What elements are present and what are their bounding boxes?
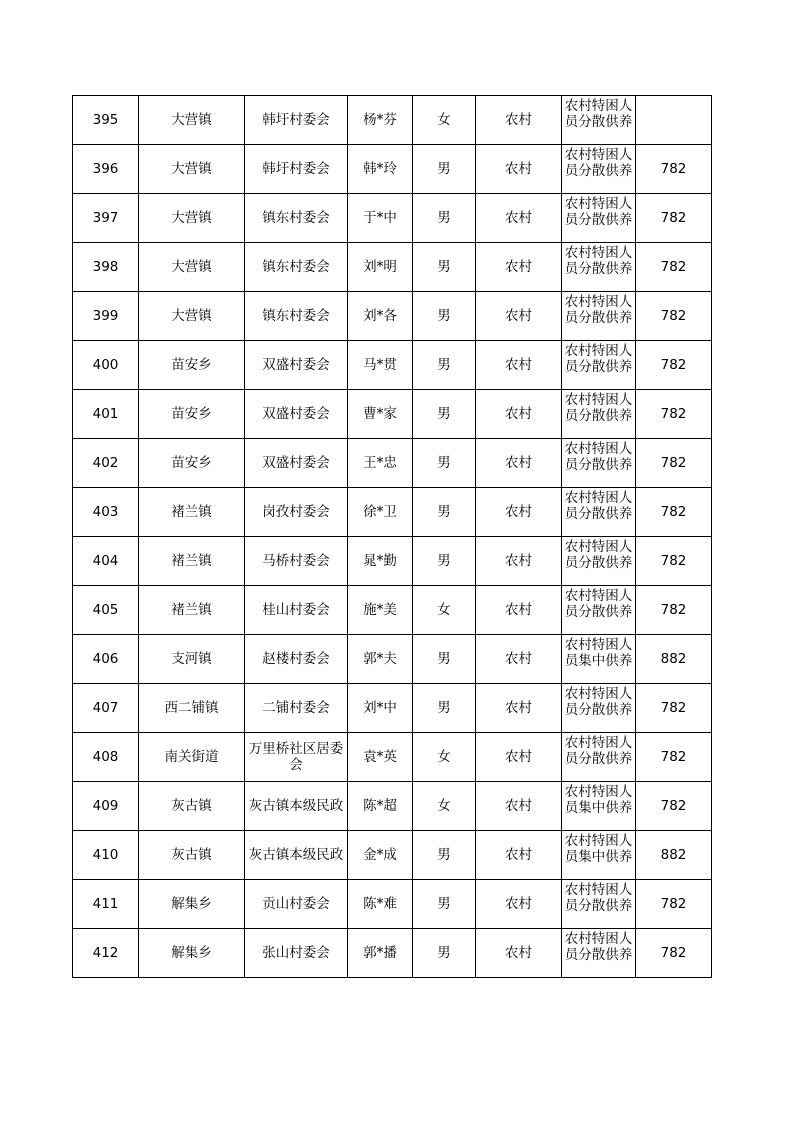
roster-table — [72, 95, 712, 978]
gender-cell: 女 — [413, 782, 476, 831]
support-type-text: 农村特困人员分散供养 — [564, 147, 633, 179]
area-cell: 农村 — [476, 243, 562, 292]
village-cell: 马桥村委会 — [245, 537, 348, 586]
amount-cell: 782 — [636, 537, 712, 586]
table-row — [73, 488, 712, 537]
support-type-text: 农村特困人员分散供养 — [564, 588, 633, 620]
area-cell: 农村 — [476, 96, 562, 145]
gender-cell: 男 — [413, 341, 476, 390]
name-cell: 徐*卫 — [348, 488, 413, 537]
gender-cell: 女 — [413, 96, 476, 145]
support-type-cell — [562, 341, 636, 390]
support-type-text: 农村特困人员分散供养 — [564, 931, 633, 963]
support-type-cell — [562, 292, 636, 341]
gender-cell: 男 — [413, 292, 476, 341]
row-number: 406 — [73, 635, 139, 684]
town-cell: 苗安乡 — [139, 390, 245, 439]
name-cell: 曹*家 — [348, 390, 413, 439]
amount-cell: 782 — [636, 488, 712, 537]
name-cell: 晁*勤 — [348, 537, 413, 586]
support-type-cell — [562, 586, 636, 635]
village-cell: 韩圩村委会 — [245, 96, 348, 145]
amount-cell: 782 — [636, 880, 712, 929]
gender-cell: 男 — [413, 439, 476, 488]
support-type-text: 农村特困人员分散供养 — [564, 539, 633, 571]
name-cell: 郭*夫 — [348, 635, 413, 684]
support-type-text: 农村特困人员分散供养 — [564, 196, 633, 228]
amount-cell — [636, 96, 712, 145]
row-number: 409 — [73, 782, 139, 831]
table-row — [73, 341, 712, 390]
name-cell: 王*忠 — [348, 439, 413, 488]
support-type-cell — [562, 439, 636, 488]
town-cell: 苗安乡 — [139, 439, 245, 488]
village-cell: 灰古镇本级民政 — [245, 782, 348, 831]
village-cell: 双盛村委会 — [245, 341, 348, 390]
row-number: 411 — [73, 880, 139, 929]
gender-cell: 男 — [413, 145, 476, 194]
support-type-text: 农村特困人员集中供养 — [564, 833, 633, 865]
amount-cell: 882 — [636, 635, 712, 684]
amount-cell: 782 — [636, 390, 712, 439]
support-type-cell — [562, 537, 636, 586]
row-number: 412 — [73, 929, 139, 978]
support-type-text: 农村特困人员分散供养 — [564, 98, 633, 130]
gender-cell: 男 — [413, 635, 476, 684]
amount-cell: 782 — [636, 341, 712, 390]
name-cell: 马*贯 — [348, 341, 413, 390]
row-number: 404 — [73, 537, 139, 586]
amount-cell: 782 — [636, 586, 712, 635]
area-cell: 农村 — [476, 145, 562, 194]
amount-cell: 782 — [636, 684, 712, 733]
village-cell: 镇东村委会 — [245, 194, 348, 243]
support-type-cell — [562, 488, 636, 537]
support-type-text: 农村特困人员分散供养 — [564, 392, 633, 424]
table-row — [73, 145, 712, 194]
town-cell: 解集乡 — [139, 929, 245, 978]
town-cell: 褚兰镇 — [139, 488, 245, 537]
town-cell: 褚兰镇 — [139, 537, 245, 586]
support-type-text: 农村特困人员分散供养 — [564, 882, 633, 914]
town-cell: 大营镇 — [139, 292, 245, 341]
amount-cell: 782 — [636, 194, 712, 243]
support-type-cell — [562, 145, 636, 194]
support-type-text: 农村特困人员分散供养 — [564, 245, 633, 277]
town-cell: 灰古镇 — [139, 782, 245, 831]
gender-cell: 女 — [413, 586, 476, 635]
support-type-cell — [562, 96, 636, 145]
row-number: 405 — [73, 586, 139, 635]
support-type-text: 农村特困人员集中供养 — [564, 784, 633, 816]
name-cell: 于*中 — [348, 194, 413, 243]
amount-cell: 782 — [636, 292, 712, 341]
table-row — [73, 782, 712, 831]
village-cell: 桂山村委会 — [245, 586, 348, 635]
name-cell: 施*美 — [348, 586, 413, 635]
area-cell: 农村 — [476, 929, 562, 978]
gender-cell: 男 — [413, 243, 476, 292]
name-cell: 袁*英 — [348, 733, 413, 782]
row-number: 399 — [73, 292, 139, 341]
gender-cell: 女 — [413, 733, 476, 782]
table-row — [73, 635, 712, 684]
support-type-cell — [562, 684, 636, 733]
area-cell: 农村 — [476, 488, 562, 537]
town-cell: 大营镇 — [139, 96, 245, 145]
row-number: 408 — [73, 733, 139, 782]
name-cell: 陈*超 — [348, 782, 413, 831]
table-row — [73, 194, 712, 243]
amount-cell: 882 — [636, 831, 712, 880]
amount-cell: 782 — [636, 145, 712, 194]
village-cell: 双盛村委会 — [245, 390, 348, 439]
area-cell: 农村 — [476, 439, 562, 488]
name-cell: 刘*中 — [348, 684, 413, 733]
row-number: 395 — [73, 96, 139, 145]
amount-cell: 782 — [636, 782, 712, 831]
area-cell: 农村 — [476, 635, 562, 684]
row-number: 400 — [73, 341, 139, 390]
area-cell: 农村 — [476, 880, 562, 929]
row-number: 402 — [73, 439, 139, 488]
row-number: 407 — [73, 684, 139, 733]
amount-cell: 782 — [636, 733, 712, 782]
support-type-cell — [562, 733, 636, 782]
support-type-cell — [562, 390, 636, 439]
gender-cell: 男 — [413, 684, 476, 733]
village-cell: 万里桥社区居委会 — [245, 733, 348, 782]
table-row — [73, 733, 712, 782]
name-cell: 刘*各 — [348, 292, 413, 341]
village-cell: 岗孜村委会 — [245, 488, 348, 537]
support-type-text: 农村特困人员分散供养 — [564, 490, 633, 522]
village-cell: 镇东村委会 — [245, 243, 348, 292]
town-cell: 大营镇 — [139, 194, 245, 243]
gender-cell: 男 — [413, 488, 476, 537]
support-type-text: 农村特困人员分散供养 — [564, 441, 633, 473]
table-row — [73, 684, 712, 733]
village-cell: 韩圩村委会 — [245, 145, 348, 194]
name-cell: 杨*芬 — [348, 96, 413, 145]
village-cell: 张山村委会 — [245, 929, 348, 978]
support-type-cell — [562, 635, 636, 684]
row-number: 403 — [73, 488, 139, 537]
amount-cell: 782 — [636, 243, 712, 292]
village-cell: 灰古镇本级民政 — [245, 831, 348, 880]
support-type-text: 农村特困人员分散供养 — [564, 686, 633, 718]
gender-cell: 男 — [413, 831, 476, 880]
area-cell: 农村 — [476, 782, 562, 831]
town-cell: 西二铺镇 — [139, 684, 245, 733]
town-cell: 支河镇 — [139, 635, 245, 684]
table-row — [73, 439, 712, 488]
area-cell: 农村 — [476, 292, 562, 341]
support-type-cell — [562, 782, 636, 831]
gender-cell: 男 — [413, 194, 476, 243]
gender-cell: 男 — [413, 880, 476, 929]
name-cell: 金*成 — [348, 831, 413, 880]
town-cell: 苗安乡 — [139, 341, 245, 390]
village-cell: 双盛村委会 — [245, 439, 348, 488]
table-row — [73, 96, 712, 145]
village-cell: 贡山村委会 — [245, 880, 348, 929]
support-type-cell — [562, 929, 636, 978]
table-row — [73, 537, 712, 586]
town-cell: 大营镇 — [139, 145, 245, 194]
support-type-text: 农村特困人员分散供养 — [564, 343, 633, 375]
row-number: 410 — [73, 831, 139, 880]
area-cell: 农村 — [476, 194, 562, 243]
area-cell: 农村 — [476, 733, 562, 782]
area-cell: 农村 — [476, 684, 562, 733]
gender-cell: 男 — [413, 390, 476, 439]
name-cell: 韩*玲 — [348, 145, 413, 194]
table-row — [73, 880, 712, 929]
roster-body — [73, 96, 712, 978]
support-type-cell — [562, 831, 636, 880]
table-row — [73, 390, 712, 439]
amount-cell: 782 — [636, 439, 712, 488]
village-cell: 二铺村委会 — [245, 684, 348, 733]
row-number: 396 — [73, 145, 139, 194]
area-cell: 农村 — [476, 586, 562, 635]
row-number: 401 — [73, 390, 139, 439]
area-cell: 农村 — [476, 390, 562, 439]
table-row — [73, 929, 712, 978]
row-number: 398 — [73, 243, 139, 292]
area-cell: 农村 — [476, 341, 562, 390]
name-cell: 郭*播 — [348, 929, 413, 978]
support-type-text: 农村特困人员集中供养 — [564, 637, 633, 669]
amount-cell: 782 — [636, 929, 712, 978]
gender-cell: 男 — [413, 537, 476, 586]
row-number: 397 — [73, 194, 139, 243]
town-cell: 南关街道 — [139, 733, 245, 782]
table-row — [73, 831, 712, 880]
table-row — [73, 586, 712, 635]
area-cell: 农村 — [476, 537, 562, 586]
village-cell: 赵楼村委会 — [245, 635, 348, 684]
support-type-cell — [562, 243, 636, 292]
support-type-cell — [562, 880, 636, 929]
name-cell: 刘*明 — [348, 243, 413, 292]
support-type-text: 农村特困人员分散供养 — [564, 735, 633, 767]
town-cell: 褚兰镇 — [139, 586, 245, 635]
village-cell: 镇东村委会 — [245, 292, 348, 341]
town-cell: 灰古镇 — [139, 831, 245, 880]
gender-cell: 男 — [413, 929, 476, 978]
support-type-cell — [562, 194, 636, 243]
table-row — [73, 243, 712, 292]
support-type-text: 农村特困人员分散供养 — [564, 294, 633, 326]
area-cell: 农村 — [476, 831, 562, 880]
name-cell: 陈*难 — [348, 880, 413, 929]
table-row — [73, 292, 712, 341]
town-cell: 大营镇 — [139, 243, 245, 292]
town-cell: 解集乡 — [139, 880, 245, 929]
